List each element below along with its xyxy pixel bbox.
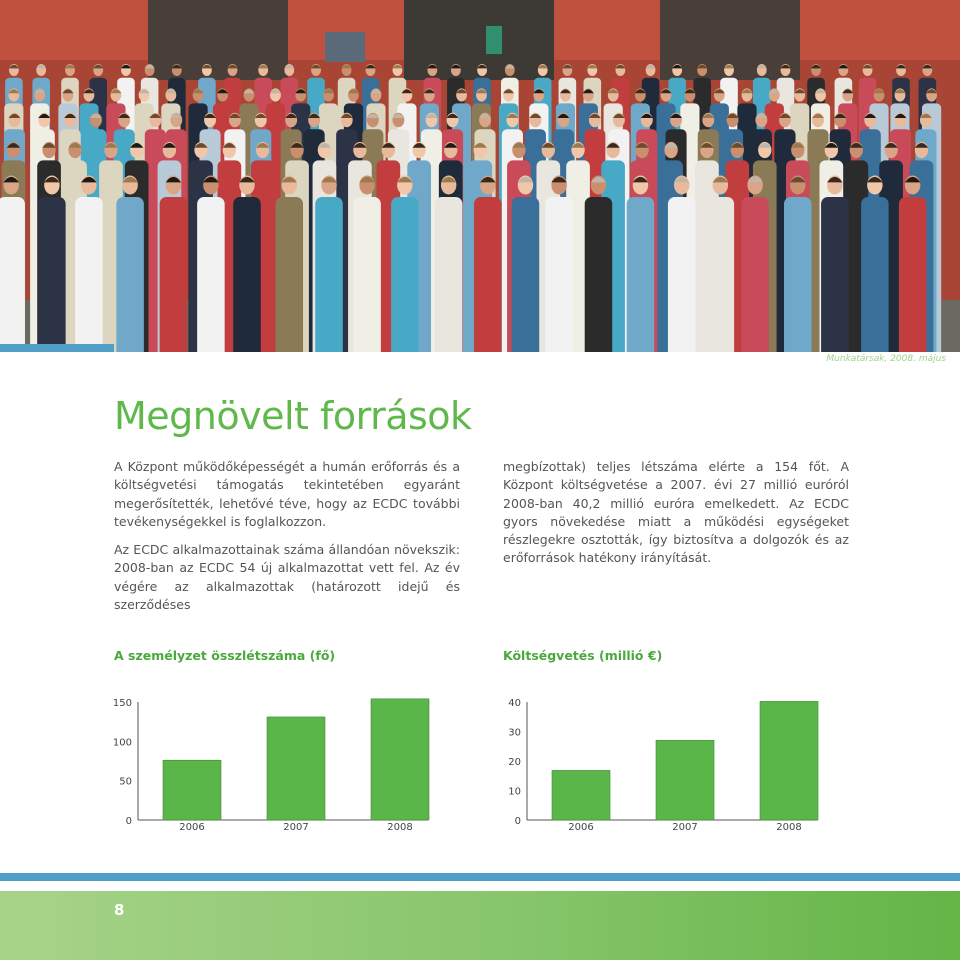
budget-chart-title: Költségvetés (millió €)	[503, 648, 663, 663]
x-tick-label: 2007	[283, 822, 309, 833]
bar-2007	[656, 740, 714, 820]
staff-group-photo	[0, 0, 960, 352]
x-tick-label: 2006	[179, 822, 205, 833]
y-tick-label: 20	[508, 757, 521, 768]
person-figure	[668, 197, 696, 352]
x-tick-label: 2008	[776, 822, 802, 833]
person-figure	[160, 197, 188, 352]
budget-bar-chart	[493, 690, 823, 840]
person-figure	[512, 197, 540, 352]
person-figure	[784, 197, 812, 352]
person-figure	[741, 197, 769, 352]
staff-chart-title: A személyzet összlétszáma (fő)	[114, 648, 336, 663]
x-tick-label: 2007	[672, 822, 698, 833]
person-figure	[391, 197, 419, 352]
person-figure	[233, 197, 261, 352]
person-figure	[585, 197, 613, 352]
staff-bar-chart	[104, 690, 434, 840]
text-column-right	[503, 458, 849, 578]
section-heading: Megnövelt források	[114, 394, 472, 438]
person-figure	[75, 197, 103, 352]
bar-2008	[371, 699, 429, 820]
paragraph: Az ECDC alkalmazottainak száma állandóan növekszik: 2008-ban az ECDC 54 új alkalmazottat vett fel. Az év végére az alkalmazottak (határozott idejű és szerződéses	[114, 542, 460, 613]
y-tick-label: 30	[508, 727, 521, 739]
y-tick-label: 0	[514, 816, 521, 827]
y-tick-label: 150	[112, 698, 132, 709]
bar-2008	[760, 701, 818, 820]
person-figure	[627, 197, 655, 352]
person-figure	[276, 197, 304, 352]
person-figure	[116, 197, 144, 352]
person-figure	[707, 197, 735, 352]
person-figure	[545, 197, 573, 352]
person-figure	[38, 197, 66, 352]
person-figure	[821, 197, 849, 352]
y-tick-label: 0	[125, 816, 132, 827]
person-figure	[861, 197, 889, 352]
y-tick-label: 10	[508, 786, 521, 798]
photo-caption: Munkatársak, 2008. május	[826, 354, 946, 364]
person-figure	[353, 197, 381, 352]
bar-2007	[267, 717, 325, 820]
bar-2006	[552, 770, 610, 820]
staff-photo-illustration	[0, 0, 960, 352]
photo-accent-bar	[0, 344, 114, 352]
page-number: 8	[114, 901, 125, 919]
paragraph: megbízottak) teljes létszáma elérte a 154 főt. A Központ költségvetése a 2007. évi 27 millió euróról 2008-ban 40,2 millió euróra emelkedett. Az ECDC gyors növekedése miatt a működési egységeket részlegekre osztották, így biztosítva a dolgozók és az erőforrások hatékony irányítását.	[503, 459, 849, 566]
y-tick-label: 100	[112, 737, 132, 749]
text-column-left	[114, 458, 460, 624]
person-figure	[197, 197, 225, 352]
bar-2006	[163, 760, 221, 820]
person-figure	[899, 197, 927, 352]
paragraph: A Központ működőképességét a humán erőforrás és a költségvetési támogatás tekintetében egyaránt megerősítették, lehetővé téve, hogy az ECDC további tevékenységekkel is foglalkozzon.	[114, 459, 460, 529]
footer-band	[0, 891, 960, 960]
person-figure	[435, 197, 463, 352]
x-tick-label: 2006	[568, 822, 594, 833]
person-figure	[315, 197, 343, 352]
person-figure	[0, 197, 25, 352]
y-tick-label: 50	[119, 776, 132, 788]
person-figure	[474, 197, 502, 352]
footer-divider	[0, 873, 960, 881]
x-tick-label: 2008	[387, 822, 413, 833]
y-tick-label: 40	[508, 698, 521, 709]
